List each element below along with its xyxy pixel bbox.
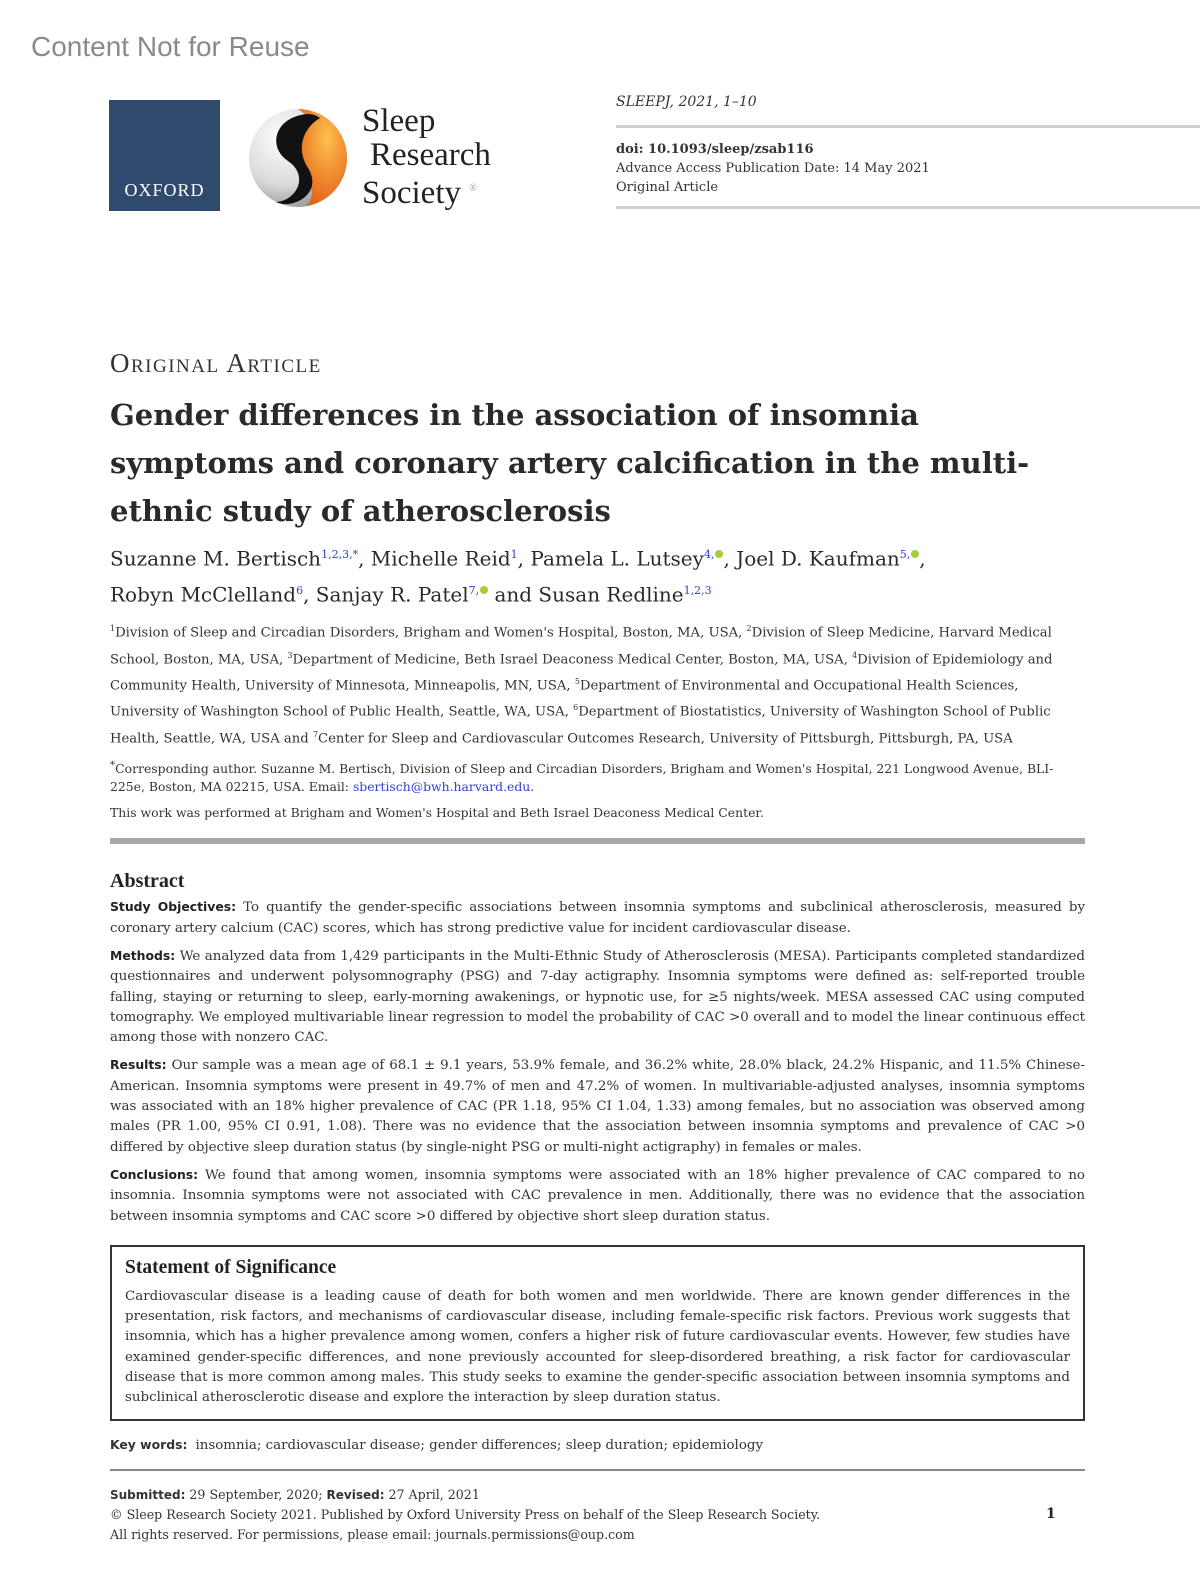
revised-label: Revised: bbox=[326, 1487, 385, 1502]
doi[interactable]: doi: 10.1093/sleep/zsab116 bbox=[616, 142, 814, 157]
author-separator: , bbox=[303, 582, 316, 607]
journal-meta bbox=[616, 94, 1200, 195]
abstract-section-text: Our sample was a mean age of 68.1 ± 9.1 years, 53.9% female, and 36.2% white, 28.0% black, 24.2% Hispanic, and 11.5% Chinese-American. Insomnia symptoms were present in 49.7% of men and 47.2% of women. In multivariable-adjusted analyses, insomnia symptoms was associated with an 18% higher prevalence of CAC (PR 1.18, 95% CI 1.04, 1.33) among females, but no association was observed among males (PR 1.00, 95% CI 0.91, 1.08). There was no evidence that the association between insomnia symptoms and prevalence of CAC >0 differed by objective sleep duration status (by single-night PSG or multi-night actigraphy) in females or males. bbox=[110, 1058, 1085, 1155]
author-name[interactable]: Susan Redline bbox=[538, 582, 684, 607]
author-affiliation-marker[interactable]: 6 bbox=[296, 583, 304, 597]
keywords bbox=[110, 1437, 1085, 1453]
srs-line-2: Research bbox=[370, 137, 491, 173]
author-name[interactable]: Joel D. Kaufman bbox=[736, 546, 900, 571]
article-front-matter bbox=[110, 348, 1085, 1544]
oxford-logo bbox=[109, 100, 220, 211]
affiliation-text: Center for Sleep and Cardiovascular Outcomes Research, University of Pittsburgh, Pittsburgh, PA, USA bbox=[318, 731, 1013, 747]
abstract-section-label: Methods: bbox=[110, 947, 176, 963]
abstract-heading: Abstract bbox=[110, 870, 185, 893]
publication-date: Advance Access Publication Date: 14 May 2021 bbox=[616, 161, 930, 176]
registered-icon: ® bbox=[469, 183, 477, 194]
srs-line-1: Sleep bbox=[362, 103, 436, 139]
revised-date: 27 April, 2021 bbox=[388, 1486, 480, 1502]
header-divider bbox=[110, 838, 1085, 844]
affiliation-number: 2 bbox=[746, 624, 752, 634]
keywords-label: Key words: bbox=[110, 1436, 188, 1452]
corresponding-text: Corresponding author. Suzanne M. Bertisch, Division of Sleep and Circadian Disorders, Brigham and Women's Hospital, 221 Longwood Avenue, BLI-225e, Boston, MA 02215, USA. Email: bbox=[110, 761, 1054, 795]
copyright: © Sleep Research Society 2021. Published by Oxford University Press on behalf of the Sleep Research Society. bbox=[110, 1507, 821, 1523]
affiliation-number: 1 bbox=[110, 624, 116, 634]
orcid-icon[interactable] bbox=[480, 586, 488, 594]
keywords-text: insomnia; cardiovascular disease; gender differences; sleep duration; epidemiology bbox=[195, 1437, 764, 1453]
author-affiliation-marker[interactable]: 7, bbox=[468, 583, 480, 597]
significance-heading: Statement of Significance bbox=[125, 1256, 337, 1278]
srs-emblem-icon bbox=[246, 106, 350, 210]
abstract-section bbox=[110, 897, 1085, 939]
corresponding-end: . bbox=[530, 779, 535, 795]
abstract-section-text: We found that among women, insomnia symptoms were associated with an 18% higher prevalence of CAC compared to no insomnia. Insomnia symptoms were not associated with CAC prevalence in men. Additionally, there was no evidence that the association between insomnia symptoms and CAC score >0 differed by objective short sleep duration status. bbox=[110, 1167, 1085, 1224]
affiliation-number: 6 bbox=[573, 703, 579, 713]
affiliation-text: Division of Epidemiology and Community Health, University of Minnesota, Minneapolis, MN, USA, bbox=[110, 652, 1053, 694]
author-separator: , bbox=[358, 546, 371, 571]
submitted-date: 29 September, 2020; bbox=[189, 1486, 323, 1502]
author-list bbox=[110, 539, 1085, 610]
abstract-section-label: Conclusions: bbox=[110, 1166, 199, 1182]
meta-rule-bottom bbox=[616, 206, 1200, 209]
author-affiliation-marker[interactable]: 5, bbox=[899, 548, 911, 561]
corresponding-email-link[interactable]: sbertisch@bwh.harvard.edu bbox=[352, 779, 531, 795]
article-title: Gender differences in the association of insomnia symptoms and coronary artery calcification in the multi-ethnic study of atherosclerosis bbox=[110, 398, 1030, 528]
abstract-section-text: We analyzed data from 1,429 participants in the Multi-Ethnic Study of Atherosclerosis (MESA). Participants completed standardized questionnaires and underwent polysomnography (PSG) and 7-day actigraphy. Insomnia symptoms were defined as: self-reported trouble falling, staying or returning to sleep, early-morning awakenings, or hypnotic use, for ≥5 nights/week. MESA assessed CAC using computed tomography. We employed multivariable linear regression to model the probability of CAC >0 overall and to model the linear continuous effect among those with nonzero CAC. bbox=[110, 948, 1085, 1046]
author-affiliation-marker[interactable]: 1,2,3,* bbox=[321, 548, 359, 561]
author-name[interactable]: Michelle Reid bbox=[370, 546, 511, 571]
abstract-section bbox=[110, 1165, 1085, 1227]
affiliation-number: 7 bbox=[312, 729, 319, 739]
author-separator: , bbox=[919, 546, 926, 571]
keywords-divider bbox=[110, 1469, 1085, 1471]
author-name[interactable]: Sanjay R. Patel bbox=[315, 582, 469, 607]
abstract-section bbox=[110, 1055, 1085, 1157]
abstract-section bbox=[110, 946, 1085, 1048]
author-affiliation-marker[interactable]: 4, bbox=[703, 548, 715, 561]
statement-of-significance bbox=[110, 1245, 1085, 1421]
affiliations bbox=[110, 618, 1085, 750]
abstract-section-label: Study Objectives: bbox=[110, 899, 237, 915]
watermark: Content Not for Reuse bbox=[31, 31, 310, 62]
abstract-section-label: Results: bbox=[110, 1057, 167, 1073]
abstract-body bbox=[110, 897, 1085, 1226]
affiliation-number: 4 bbox=[852, 650, 858, 660]
author-name[interactable]: Robyn McClelland bbox=[110, 582, 297, 607]
corresponding-star: * bbox=[110, 759, 116, 772]
affiliation-text: Department of Medicine, Beth Israel Deaconess Medical Center, Boston, MA, USA, bbox=[292, 652, 853, 668]
article-type: Original Article bbox=[616, 180, 719, 195]
author-separator: , bbox=[723, 546, 737, 571]
affiliation-number: 5 bbox=[574, 677, 580, 687]
significance-text: Cardiovascular disease is a leading cause of death for both women and men worldwide. There are known gender differences in the presentation, risk factors, and mechanisms of cardiovascular disease, including female-specific risk factors. Previous work suggests that insomnia, which has a higher prevalence among women, confers a higher risk of future cardiovascular events. However, few studies have examined gender-specific differences, and none previously accounted for sleep-disordered breathing, a risk factor for cardiovascular disease that is more common among males. This study seeks to examine the gender-specific association between insomnia symptoms and subclinical atherosclerotic disease and explore the interaction by sleep duration status. bbox=[125, 1288, 1070, 1406]
author-name[interactable]: Pamela L. Lutsey bbox=[530, 546, 704, 571]
affiliation-text: Department of Biostatistics, University of Washington School of Public Health, Seattle, WA, USA and bbox=[110, 704, 1051, 747]
meta-rule-top bbox=[616, 125, 1200, 128]
author-separator: and bbox=[488, 582, 539, 607]
corresponding-author bbox=[110, 756, 1085, 796]
author-separator: , bbox=[517, 546, 531, 571]
submission-dates bbox=[110, 1485, 1085, 1506]
affiliation-text: Department of Environmental and Occupational Health Sciences, University of Washington School of Public Health, Seattle, WA, USA, bbox=[110, 678, 1019, 720]
article-footer bbox=[110, 1485, 1085, 1545]
submitted-label: Submitted: bbox=[110, 1487, 186, 1502]
affiliation-number: 3 bbox=[287, 650, 293, 660]
author-name[interactable]: Suzanne M. Bertisch bbox=[110, 546, 322, 571]
meta-block bbox=[616, 140, 930, 197]
page-number: 1 bbox=[1046, 1506, 1056, 1522]
abstract-section-text: To quantify the gender-specific associations between insomnia symptoms and subclinical atherosclerosis, measured by coronary artery calcium (CAC) scores, which has strong predictive value for incident cardiovascular disease. bbox=[110, 900, 1086, 936]
rights: All rights reserved. For permissions, please email: journals.permissions@oup.com bbox=[110, 1526, 635, 1542]
affiliation-text: Division of Sleep and Circadian Disorders, Brigham and Women's Hospital, Boston, MA, USA, bbox=[115, 625, 747, 641]
journal-reference: SLEEPJ, 2021, 1–10 bbox=[616, 94, 757, 110]
section-label: Original Article bbox=[110, 348, 322, 378]
performed-note: This work was performed at Brigham and Women's Hospital and Beth Israel Deaconess Medical Center. bbox=[110, 805, 764, 821]
author-affiliation-marker[interactable]: 1 bbox=[510, 548, 518, 561]
srs-line-3: Society ® bbox=[362, 175, 477, 211]
author-affiliation-marker[interactable]: 1,2,3 bbox=[683, 583, 712, 597]
oxford-logo-text: OXFORD bbox=[124, 180, 205, 200]
srs-wordmark bbox=[362, 104, 491, 210]
sleep-research-society-logo bbox=[246, 104, 516, 214]
affiliation-text: Division of Sleep Medicine, Harvard Medical School, Boston, MA, USA, bbox=[110, 625, 1052, 668]
